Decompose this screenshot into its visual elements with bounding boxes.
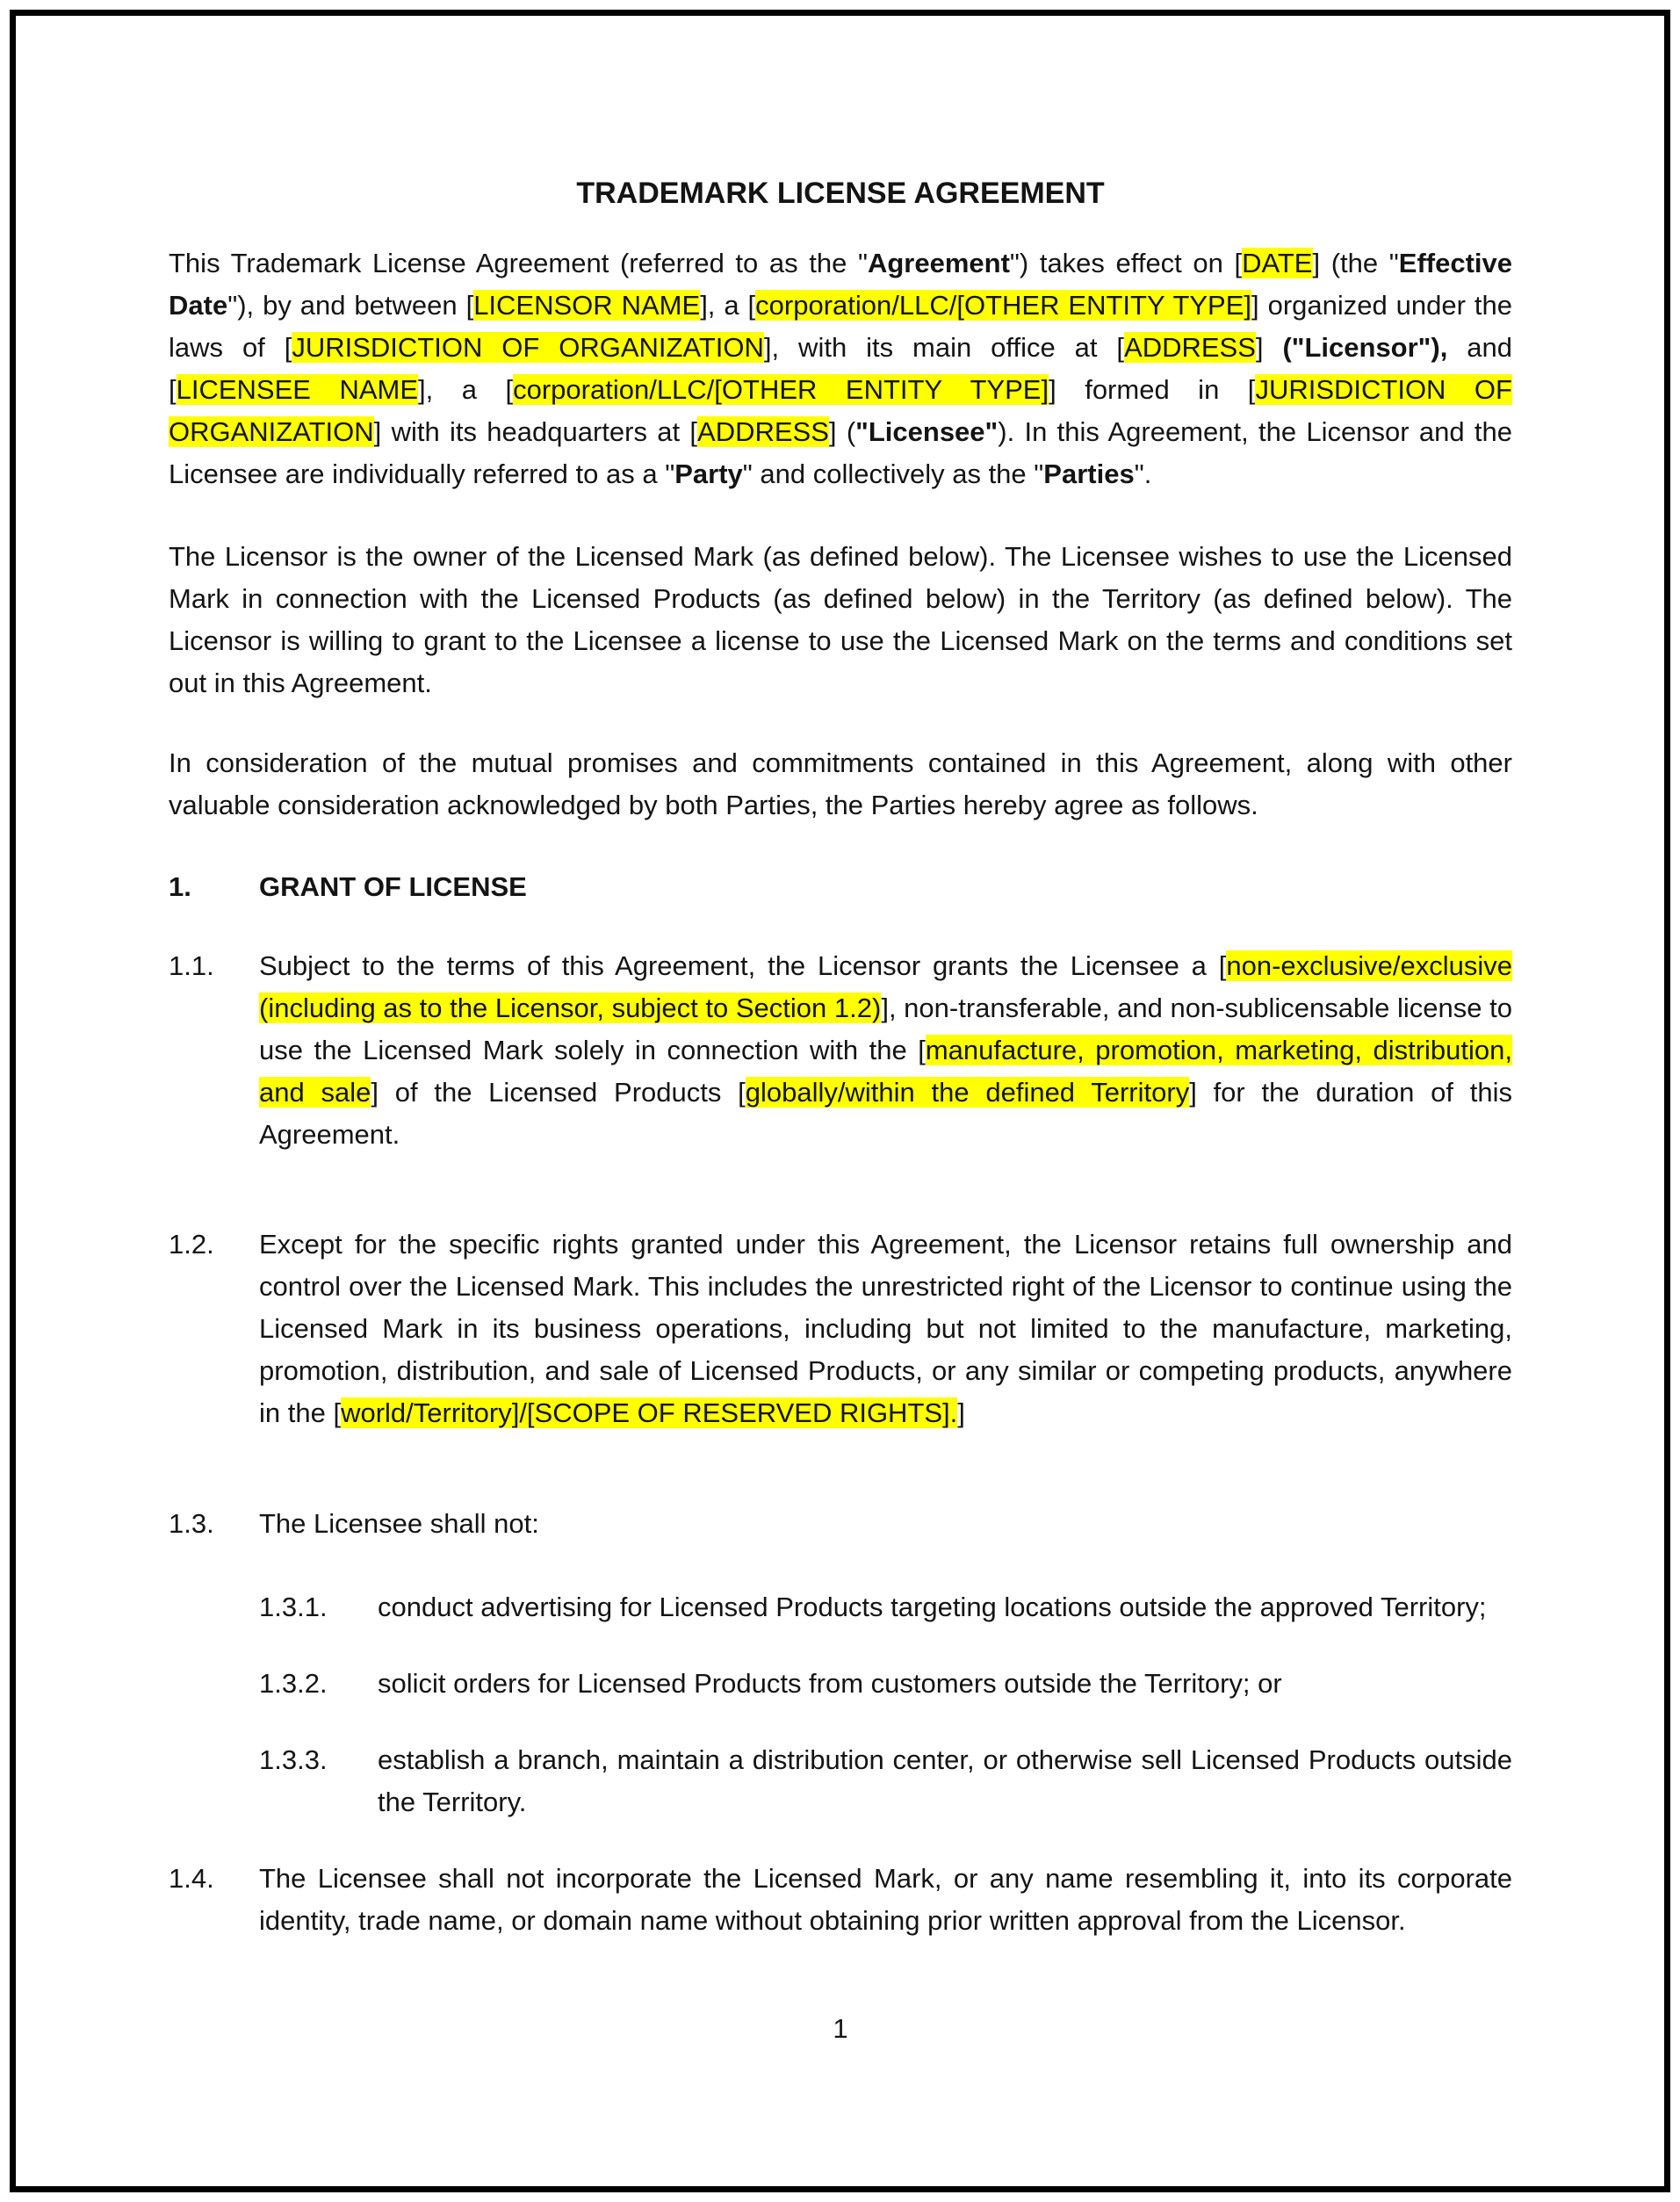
- clause-1-4-number: 1.4.: [169, 1863, 214, 1894]
- recital-paragraph: The Licensor is the owner of the Licensed Mark (as defined below). The Licensee wishes to use the Licensed Mark in connection with the Licensed Products (as defined below) in the Territory (as defined below). The Licensor is willing to grant to the Licensee a license to use the Licensed Mark on the terms and conditions set out in this Agreement.: [169, 541, 1512, 698]
- clause-1-3-2-number: 1.3.2.: [259, 1668, 328, 1699]
- page-number: 1: [833, 2013, 848, 2044]
- clause-1-3-2: [169, 1663, 1512, 1705]
- section-1-label: GRANT OF LICENSE: [259, 871, 527, 902]
- document-content: [169, 16, 1512, 2050]
- clause-1-2-number: 1.2.: [169, 1229, 214, 1260]
- clause-1-3-1-number: 1.3.1.: [259, 1592, 328, 1622]
- section-1-heading: [169, 866, 1512, 908]
- consideration-paragraph: In consideration of the mutual promises and commitments contained in this Agreement, along with other valuable consideration acknowledged by both Parties, the Parties hereby agree as follows.: [169, 747, 1512, 820]
- clause-1-1: [169, 945, 1512, 1156]
- clause-1-2: [169, 1224, 1512, 1434]
- clause-1-2-text: Except for the specific rights granted under this Agreement, the Licensor retains full ownership and control over the Licensed Mark. This includes the unrestricted right of the Licensor to continue using the Licensed Mark in its business operations, including but not limited to the manufacture, marketing, promotion, distribution, and sale of Licensed Products, or any similar or competing products, anywhere in the [world/Territory]/[SCOPE OF RESERVED RIGHTS].]: [259, 1229, 1512, 1428]
- clause-1-3-3-number: 1.3.3.: [259, 1744, 328, 1775]
- section-1-number: 1.: [169, 871, 191, 902]
- clause-1-3-1: [169, 1586, 1512, 1628]
- clause-1-3-2-text: solicit orders for Licensed Products from customers outside the Territory; or: [378, 1668, 1282, 1699]
- clause-1-4-text: The Licensee shall not incorporate the Licensed Mark, or any name resembling it, into its corporate identity, trade name, or domain name without obtaining prior written approval from the Licensor.: [259, 1863, 1512, 1936]
- clause-1-3-number: 1.3.: [169, 1508, 214, 1539]
- clause-1-4: [169, 1858, 1512, 1942]
- clause-1-3: [169, 1503, 1512, 1545]
- clause-1-3-text: The Licensee shall not:: [259, 1508, 539, 1539]
- clause-1-3-1-text: conduct advertising for Licensed Products targeting locations outside the approved Territory;: [378, 1592, 1487, 1622]
- clause-1-1-text: Subject to the terms of this Agreement, the Licensor grants the Licensee a [non-exclusive/exclusive (including as to the Licensor, subject to Section 1.2)], non-transferable, and non-sublicensable license to use the Licensed Mark solely in connection with the [manufacture, promotion, marketing, distribution, and sale] of the Licensed Products [globally/within the defined Territory] for the duration of this Agreement.: [259, 950, 1513, 1150]
- clause-1-3-3: [169, 1739, 1512, 1823]
- document-title: TRADEMARK LICENSE AGREEMENT: [576, 177, 1105, 210]
- clause-1-1-number: 1.1.: [169, 950, 214, 981]
- clause-1-3-3-text: establish a branch, maintain a distribution center, or otherwise sell Licensed Products outside the Territory.: [378, 1744, 1512, 1817]
- intro-paragraph: This Trademark License Agreement (referred to as the "Agreement") takes effect on [DATE] (the "Effective Date"), by and between [LICENSOR NAME], a [corporation/LLC/[OTHER ENTITY TYPE]] organized under the laws of [JURISDICTION OF ORGANIZATION], with its main office at [ADDRESS] ("Licensor"), and [LICENSEE NAME], a [corporation/LLC/[OTHER ENTITY TYPE]] formed in [JURISDICTION OF ORGANIZATION] with its headquarters at [ADDRESS] ("Licensee"). In this Agreement, the Licensor and the Licensee are individually referred to as a "Party" and collectively as the "Parties".: [169, 248, 1512, 489]
